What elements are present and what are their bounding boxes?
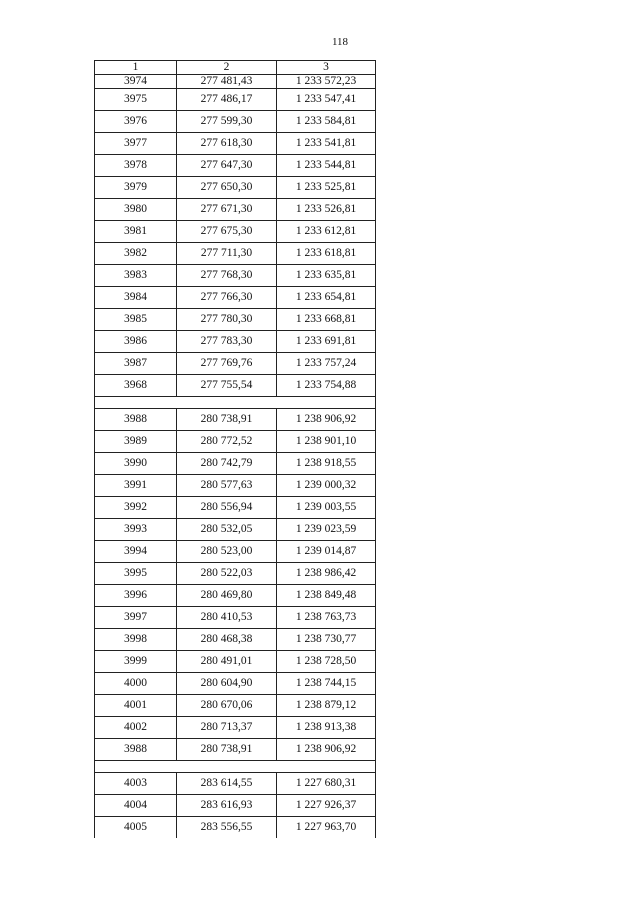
y-coordinate-cell: 1 233 584,81: [277, 111, 376, 133]
point-number-cell: 3983: [95, 265, 177, 287]
y-coordinate-cell: 1 233 691,81: [277, 331, 376, 353]
y-coordinate-cell: 1 227 963,70: [277, 817, 376, 839]
table-row: [95, 75, 376, 89]
point-number-cell: 3998: [95, 629, 177, 651]
x-coordinate-cell: 280 713,37: [177, 717, 277, 739]
x-coordinate-cell: 280 556,94: [177, 497, 277, 519]
table-row: [95, 453, 376, 475]
x-coordinate-cell: 277 766,30: [177, 287, 277, 309]
table-row: [95, 541, 376, 563]
y-coordinate-cell: 1 238 728,50: [277, 651, 376, 673]
column-header-1: 1: [95, 61, 177, 75]
x-coordinate-cell: 277 768,30: [177, 265, 277, 287]
point-number-cell: 3982: [95, 243, 177, 265]
y-coordinate-cell: 1 239 000,32: [277, 475, 376, 497]
point-number-cell: 4005: [95, 817, 177, 839]
x-coordinate-cell: 280 522,03: [177, 563, 277, 585]
table-row: [95, 629, 376, 651]
table-body: [95, 75, 376, 839]
table-row: [95, 497, 376, 519]
point-number-cell: 3993: [95, 519, 177, 541]
point-number-cell: 4003: [95, 773, 177, 795]
x-coordinate-cell: 280 577,63: [177, 475, 277, 497]
y-coordinate-cell: 1 238 986,42: [277, 563, 376, 585]
table-row: [95, 287, 376, 309]
table-row: [95, 695, 376, 717]
table-row: [95, 739, 376, 761]
y-coordinate-cell: 1 233 526,81: [277, 199, 376, 221]
x-coordinate-cell: 280 468,38: [177, 629, 277, 651]
point-number-cell: 3980: [95, 199, 177, 221]
column-header-2: 2: [177, 61, 277, 75]
point-number-cell: 3988: [95, 739, 177, 761]
point-number-cell: 3985: [95, 309, 177, 331]
y-coordinate-cell: 1 227 926,37: [277, 795, 376, 817]
y-coordinate-cell: 1 238 913,38: [277, 717, 376, 739]
point-number-cell: 3994: [95, 541, 177, 563]
point-number-cell: 3974: [95, 75, 177, 89]
table-row: [95, 409, 376, 431]
point-number-cell: 3989: [95, 431, 177, 453]
point-number-cell: 3978: [95, 155, 177, 177]
x-coordinate-cell: 277 755,54: [177, 375, 277, 397]
x-coordinate-cell: 280 532,05: [177, 519, 277, 541]
x-coordinate-cell: 277 481,43: [177, 75, 277, 89]
point-number-cell: 4001: [95, 695, 177, 717]
x-coordinate-cell: 280 742,79: [177, 453, 277, 475]
point-number-cell: 3984: [95, 287, 177, 309]
x-coordinate-cell: 280 604,90: [177, 673, 277, 695]
y-coordinate-cell: 1 233 572,23: [277, 75, 376, 89]
x-coordinate-cell: 280 670,06: [177, 695, 277, 717]
table-row: [95, 155, 376, 177]
y-coordinate-cell: 1 233 612,81: [277, 221, 376, 243]
y-coordinate-cell: 1 238 730,77: [277, 629, 376, 651]
table-row: [95, 651, 376, 673]
table-row: [95, 309, 376, 331]
table-row: [95, 177, 376, 199]
y-coordinate-cell: 1 233 668,81: [277, 309, 376, 331]
table-row: [95, 607, 376, 629]
x-coordinate-cell: 280 738,91: [177, 739, 277, 761]
x-coordinate-cell: 277 599,30: [177, 111, 277, 133]
table-row: [95, 475, 376, 497]
x-coordinate-cell: 280 491,01: [177, 651, 277, 673]
y-coordinate-cell: 1 238 849,48: [277, 585, 376, 607]
table-row: [95, 375, 376, 397]
table-row: [95, 243, 376, 265]
point-number-cell: 3988: [95, 409, 177, 431]
x-coordinate-cell: 277 647,30: [177, 155, 277, 177]
x-coordinate-cell: 277 486,17: [177, 89, 277, 111]
group-separator-row: [95, 397, 376, 409]
table-row: [95, 795, 376, 817]
y-coordinate-cell: 1 233 525,81: [277, 177, 376, 199]
y-coordinate-cell: 1 238 763,73: [277, 607, 376, 629]
point-number-cell: 3968: [95, 375, 177, 397]
table-row: [95, 199, 376, 221]
point-number-cell: 3995: [95, 563, 177, 585]
group-separator-cell: [95, 761, 376, 773]
table-row: [95, 331, 376, 353]
table-row: [95, 519, 376, 541]
point-number-cell: 3986: [95, 331, 177, 353]
coordinates-table: [94, 60, 376, 838]
point-number-cell: 3975: [95, 89, 177, 111]
x-coordinate-cell: 283 556,55: [177, 817, 277, 839]
y-coordinate-cell: 1 238 744,15: [277, 673, 376, 695]
point-number-cell: 3979: [95, 177, 177, 199]
point-number-cell: 3991: [95, 475, 177, 497]
y-coordinate-cell: 1 233 654,81: [277, 287, 376, 309]
table-row: [95, 717, 376, 739]
x-coordinate-cell: 277 675,30: [177, 221, 277, 243]
x-coordinate-cell: 280 410,53: [177, 607, 277, 629]
table-row: [95, 89, 376, 111]
x-coordinate-cell: 277 769,76: [177, 353, 277, 375]
table-row: [95, 817, 376, 839]
y-coordinate-cell: 1 238 879,12: [277, 695, 376, 717]
x-coordinate-cell: 277 783,30: [177, 331, 277, 353]
point-number-cell: 3987: [95, 353, 177, 375]
point-number-cell: 3996: [95, 585, 177, 607]
table-row: [95, 431, 376, 453]
point-number-cell: 3990: [95, 453, 177, 475]
table-header-row: [95, 61, 376, 75]
y-coordinate-cell: 1 233 547,41: [277, 89, 376, 111]
table-row: [95, 133, 376, 155]
point-number-cell: 3977: [95, 133, 177, 155]
x-coordinate-cell: 277 650,30: [177, 177, 277, 199]
table-row: [95, 265, 376, 287]
x-coordinate-cell: 280 738,91: [177, 409, 277, 431]
table-row: [95, 111, 376, 133]
x-coordinate-cell: 283 614,55: [177, 773, 277, 795]
point-number-cell: 3999: [95, 651, 177, 673]
y-coordinate-cell: 1 239 023,59: [277, 519, 376, 541]
y-coordinate-cell: 1 233 754,88: [277, 375, 376, 397]
table-row: [95, 353, 376, 375]
y-coordinate-cell: 1 238 901,10: [277, 431, 376, 453]
point-number-cell: 4000: [95, 673, 177, 695]
point-number-cell: 3981: [95, 221, 177, 243]
column-header-3: 3: [277, 61, 376, 75]
point-number-cell: 4002: [95, 717, 177, 739]
group-separator-cell: [95, 397, 376, 409]
table-row: [95, 673, 376, 695]
y-coordinate-cell: 1 233 541,81: [277, 133, 376, 155]
x-coordinate-cell: 280 772,52: [177, 431, 277, 453]
y-coordinate-cell: 1 238 906,92: [277, 739, 376, 761]
x-coordinate-cell: 277 618,30: [177, 133, 277, 155]
y-coordinate-cell: 1 233 618,81: [277, 243, 376, 265]
point-number-cell: 4004: [95, 795, 177, 817]
x-coordinate-cell: 280 469,80: [177, 585, 277, 607]
point-number-cell: 3997: [95, 607, 177, 629]
y-coordinate-cell: 1 233 757,24: [277, 353, 376, 375]
x-coordinate-cell: 277 671,30: [177, 199, 277, 221]
x-coordinate-cell: 283 616,93: [177, 795, 277, 817]
y-coordinate-cell: 1 238 906,92: [277, 409, 376, 431]
y-coordinate-cell: 1 239 003,55: [277, 497, 376, 519]
x-coordinate-cell: 277 780,30: [177, 309, 277, 331]
table-row: [95, 221, 376, 243]
y-coordinate-cell: 1 238 918,55: [277, 453, 376, 475]
x-coordinate-cell: 277 711,30: [177, 243, 277, 265]
point-number-cell: 3976: [95, 111, 177, 133]
table-row: [95, 563, 376, 585]
table-row: [95, 773, 376, 795]
point-number-cell: 3992: [95, 497, 177, 519]
group-separator-row: [95, 761, 376, 773]
page-number: 118: [331, 36, 349, 48]
y-coordinate-cell: 1 233 635,81: [277, 265, 376, 287]
y-coordinate-cell: 1 239 014,87: [277, 541, 376, 563]
table-row: [95, 585, 376, 607]
x-coordinate-cell: 280 523,00: [177, 541, 277, 563]
y-coordinate-cell: 1 227 680,31: [277, 773, 376, 795]
y-coordinate-cell: 1 233 544,81: [277, 155, 376, 177]
